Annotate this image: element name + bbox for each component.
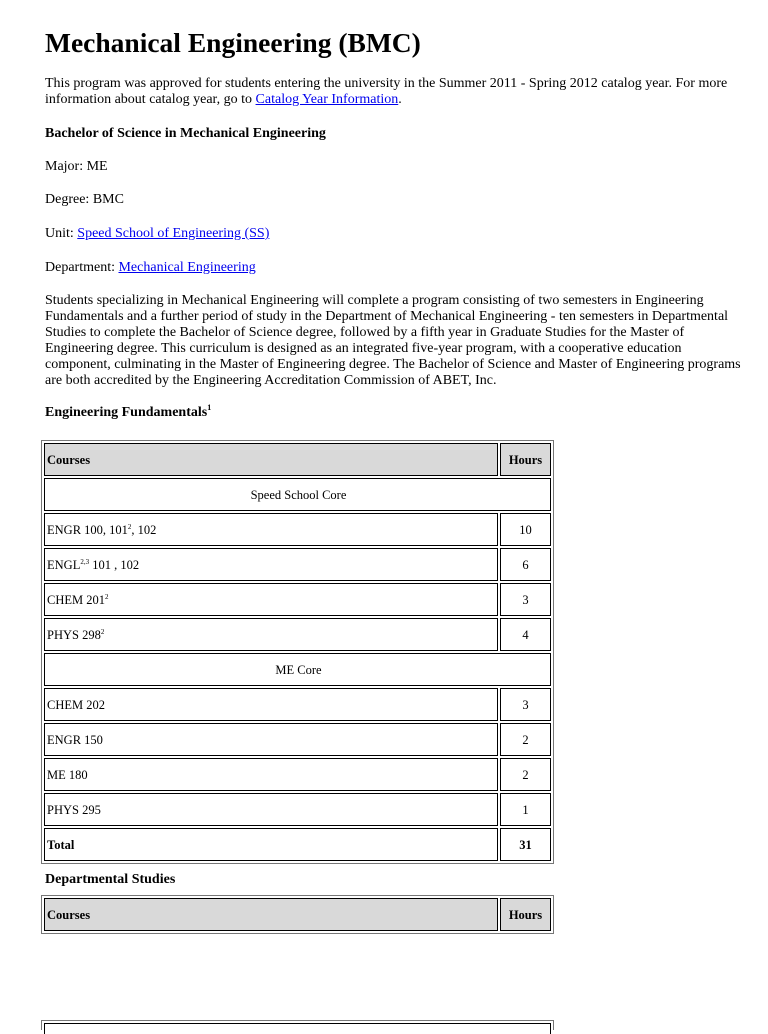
degree-title: Bachelor of Science in Mechanical Engineering [45, 126, 326, 141]
hours-cell: 3 [500, 688, 551, 721]
table-row [44, 793, 551, 826]
departmental-table [41, 895, 554, 934]
fundamentals-heading [45, 405, 211, 421]
table-header-row [44, 898, 551, 931]
department-label: Department: [45, 260, 119, 275]
catalog-year-text: This program was approved for students entering the university in the Summer 2011 - Spring 2012 catalog year. For more information about catalog year, go to [45, 76, 728, 107]
unit-link[interactable]: Speed School of Engineering (SS) [77, 226, 270, 241]
departmental-heading: Departmental Studies [45, 872, 176, 887]
footnote-mark: 2 [105, 592, 109, 601]
course-cell: PHYS 295 [44, 793, 498, 826]
department-line [45, 260, 256, 276]
major-label: Major: [45, 159, 87, 174]
catalog-year-period: . [398, 92, 402, 107]
table-row [44, 548, 551, 581]
catalog-year-note [45, 76, 745, 108]
fundamentals-table [41, 440, 554, 864]
hours-cell: 4 [500, 618, 551, 651]
course-cell: ME 180 [44, 758, 498, 791]
courses-header: Courses [44, 898, 498, 931]
unit-line [45, 226, 269, 242]
table-row [44, 583, 551, 616]
footnote-mark: 2 [127, 522, 132, 531]
table-row [44, 688, 551, 721]
course-cell: CHEM 202 [44, 688, 498, 721]
page-title: Mechanical Engineering (BMC) [45, 27, 421, 58]
courses-header: Courses [44, 443, 498, 476]
course-cell: ENGL$^{2,3}$ 101 , 102 [44, 548, 498, 581]
program-description: Students specializing in Mechanical Engineering will complete a program consisting of two semesters in Engineering Fundamentals and a further period of study in the Department of Mechanical Engineering - ten semesters in Departmental Studies to complete the Bachelor of Science degree, followed by a fifth year in Graduate Studies for the Master of Engineering degree. This curriculum is designed as an integrated five-year program, with a cooperative education component, culminating in the Master of Engineering degree. The Bachelor of Science and Master of Engineering programs are both accredited by the Engineering Accreditation Commission of ABET, Inc. [45, 293, 741, 388]
hours-cell: 1 [500, 793, 551, 826]
hours-header: Hours [500, 443, 551, 476]
course-cell: PHYS $298^2$ [44, 618, 498, 651]
total-hours: 31 [500, 828, 551, 861]
table-row [44, 723, 551, 756]
major-value: ME [86, 159, 108, 174]
department-link[interactable]: Mechanical Engineering [118, 260, 256, 275]
course-cell: ENGR 100, $101^2$, 102 [44, 513, 498, 546]
course-cell: CHEM $201^2$ [44, 583, 498, 616]
next-table-border [41, 1020, 554, 1030]
hours-cell: 2 [500, 758, 551, 791]
hours-cell: 2 [500, 723, 551, 756]
total-row [44, 828, 551, 861]
section-speed-school-core: Speed School Core [44, 478, 551, 511]
section-row [44, 653, 551, 686]
course-cell: ENGR 150 [44, 723, 498, 756]
table-row [44, 758, 551, 791]
table-row [44, 618, 551, 651]
degree-value: BMC [92, 192, 124, 207]
hours-cell: 6 [500, 548, 551, 581]
catalog-year-info-link[interactable]: Catalog Year Information [255, 92, 399, 107]
section-me-core: ME Core [44, 653, 551, 686]
footnote-mark: 2,3 [80, 557, 90, 566]
footnote-mark: 2 [100, 627, 105, 636]
table-header-row [44, 443, 551, 476]
fundamentals-heading-text: Engineering Fundamentals [45, 405, 208, 420]
fundamentals-heading-footnote: 1 [207, 403, 212, 412]
total-label: Total [44, 828, 498, 861]
hours-cell: 10 [500, 513, 551, 546]
degree-label: Degree: [45, 192, 93, 207]
unit-label: Unit: [45, 226, 78, 241]
hours-cell: 3 [500, 583, 551, 616]
major-line [45, 159, 108, 175]
table-row [44, 513, 551, 546]
section-row [44, 478, 551, 511]
degree-line [45, 192, 124, 208]
hours-header: Hours [500, 898, 551, 931]
